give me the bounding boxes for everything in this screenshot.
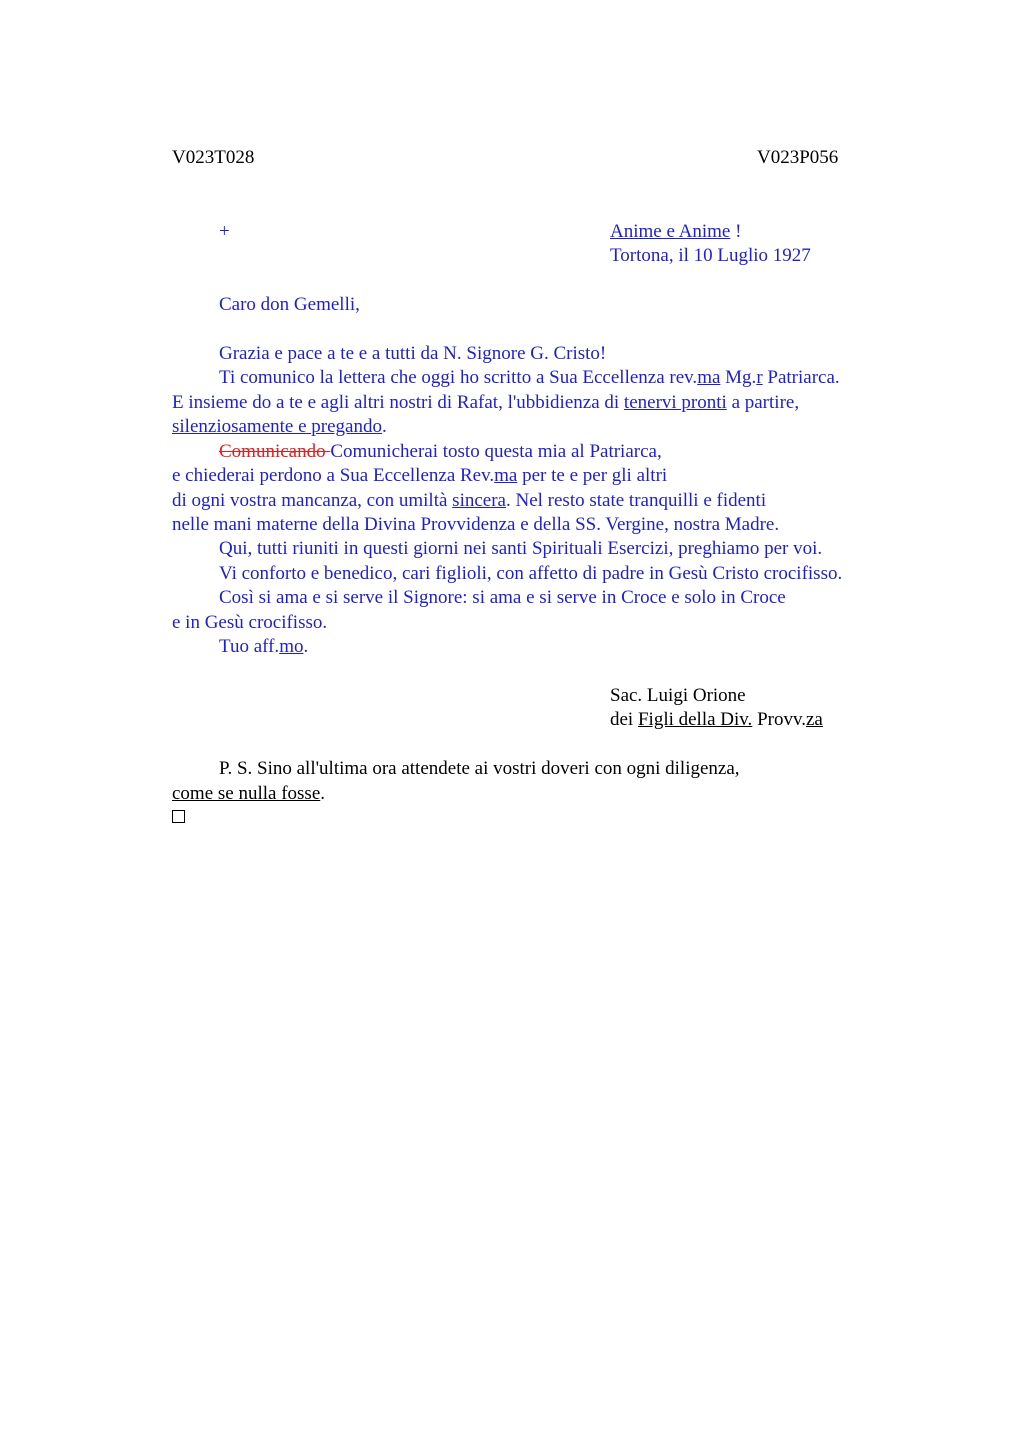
body-line-4 xyxy=(172,415,387,439)
body-line-1: Grazia e pace a te e a tutti da N. Signore G. Cristo! xyxy=(219,343,607,364)
postscript-line-2-a: come se nulla fosse xyxy=(172,783,321,804)
signature-title-b: Figli della Div. xyxy=(637,709,753,730)
motto xyxy=(610,220,741,244)
signature-title xyxy=(610,708,823,732)
body-line-11: Così si ama e si serve il Signore: si ama e si serve in Croce e solo in Croce xyxy=(219,587,786,608)
body-line-7 xyxy=(172,489,766,513)
body-line-2-d: r xyxy=(756,367,763,388)
signature-title-d: za xyxy=(805,709,823,730)
body-line-7-c: . Nel resto state tranquilli e fidenti xyxy=(505,490,767,511)
place-date: Tortona, il 10 Luglio 1927 xyxy=(610,245,811,266)
struck-word: Comunicando xyxy=(219,441,331,462)
body-line-7-b: sincera xyxy=(452,490,506,511)
body-line-6-b: ma xyxy=(494,465,518,486)
body-line-6-c: per te e per gli altri xyxy=(517,465,668,486)
salutation: Caro don Gemelli, xyxy=(219,294,360,315)
closing xyxy=(219,635,308,659)
cross-symbol: + xyxy=(219,221,230,242)
motto-suffix: ! xyxy=(730,221,742,242)
body-line-3-c: a partire, xyxy=(726,392,800,413)
body-line-8: nelle mani materne della Divina Provvidenza e della SS. Vergine, nostra Madre. xyxy=(172,514,780,535)
postscript-line-1: P. S. Sino all'ultima ora attendete ai vostri doveri con ogni diligenza, xyxy=(219,758,740,779)
body-line-2 xyxy=(219,366,840,390)
closing-c: . xyxy=(303,636,309,657)
postscript-line-2-b: . xyxy=(320,783,326,804)
body-line-9: Qui, tutti riuniti in questi giorni nei santi Spirituali Esercizi, preghiamo per voi. xyxy=(219,538,823,559)
body-line-2-a: Ti comunico la lettera che oggi ho scritto a Sua Eccellenza rev. xyxy=(219,367,698,388)
document-code-left: V023T028 xyxy=(172,147,255,168)
body-line-4-b: . xyxy=(381,416,387,437)
body-line-10: Vi conforto e benedico, cari figlioli, con affetto di padre in Gesù Cristo crocifisso. xyxy=(219,563,843,584)
signature-title-c: Provv. xyxy=(752,709,806,730)
body-line-5 xyxy=(219,440,662,464)
body-line-4-a: silenziosamente e pregando xyxy=(172,416,382,437)
closing-b: mo xyxy=(279,636,304,657)
postscript-line-2 xyxy=(172,782,325,806)
body-line-7-a: di ogni vostra mancanza, con umiltà xyxy=(172,490,453,511)
body-line-3-b: tenervi pronti xyxy=(623,392,727,413)
body-line-3 xyxy=(172,391,799,415)
motto-text: Anime e Anime xyxy=(610,221,731,242)
body-line-2-e: Patriarca. xyxy=(762,367,840,388)
body-line-5-b: Comunicherai tosto questa mia al Patriarca, xyxy=(330,441,662,462)
document-code-right: V023P056 xyxy=(757,147,839,168)
body-line-2-c: Mg. xyxy=(720,367,757,388)
signature-name: Sac. Luigi Orione xyxy=(610,685,746,706)
signature-title-a: dei xyxy=(610,709,638,730)
end-box-symbol xyxy=(172,810,185,823)
body-line-6 xyxy=(172,464,667,488)
closing-a: Tuo aff. xyxy=(219,636,280,657)
body-line-3-a: E insieme do a te e agli altri nostri di Rafat, l'ubbidienza di xyxy=(172,392,624,413)
body-line-6-a: e chiederai perdono a Sua Eccellenza Rev. xyxy=(172,465,495,486)
body-line-12: e in Gesù crocifisso. xyxy=(172,612,328,633)
body-line-2-b: ma xyxy=(697,367,721,388)
